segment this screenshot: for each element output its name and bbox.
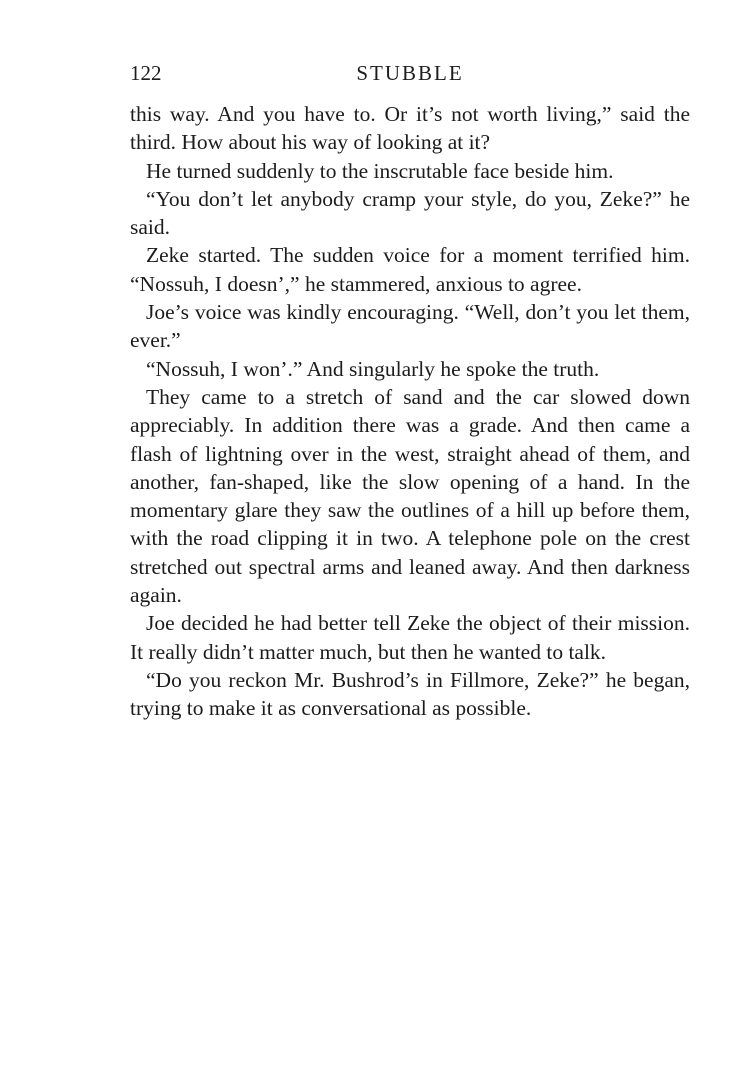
paragraph: Joe’s voice was kindly encouraging. “Well, don’t you let them, ever.” [130,300,690,353]
paragraph: “Do you reckon Mr. Bushrod’s in Fillmore, Zeke?” he began, trying to make it as conversational as possible. [130,667,690,721]
paragraph-continued: this way. And you have to. Or it’s not worth living,” said the third. How about his way of looking at it? [130,102,690,155]
body-text [130,100,690,723]
paragraph: “You don’t let anybody cramp your style, do you, Zeke?” he said. [130,186,690,240]
running-head [130,58,690,88]
paragraph: He turned suddenly to the inscrutable face beside him. [146,158,614,183]
paragraph: Zeke started. The sudden voice for a moment terrified him. “Nossuh, I doesn’,” he stammered, anxious to agree. [130,243,690,296]
running-title: STUBBLE [356,61,464,85]
paragraph: “Nossuh, I won’.” And singularly he spoke the truth. [146,356,600,381]
paragraph: They came to a stretch of sand and the car slowed down appreciably. In addition there was a grade. And then came a flash of lightning over in the west, straight ahead of them, and another, fan-shaped, like the slow opening of a hand. In the momentary glare they saw the outlines of a hill up before them, with the road clipping it in two. A telephone pole on the crest stretched out spectral arms and leaned away. And then darkness again. [130,384,690,608]
page-number: 122 [130,61,162,85]
paragraph: Joe decided he had better tell Zeke the object of their mission. It really didn’t matter much, but then he wanted to talk. [130,611,690,664]
